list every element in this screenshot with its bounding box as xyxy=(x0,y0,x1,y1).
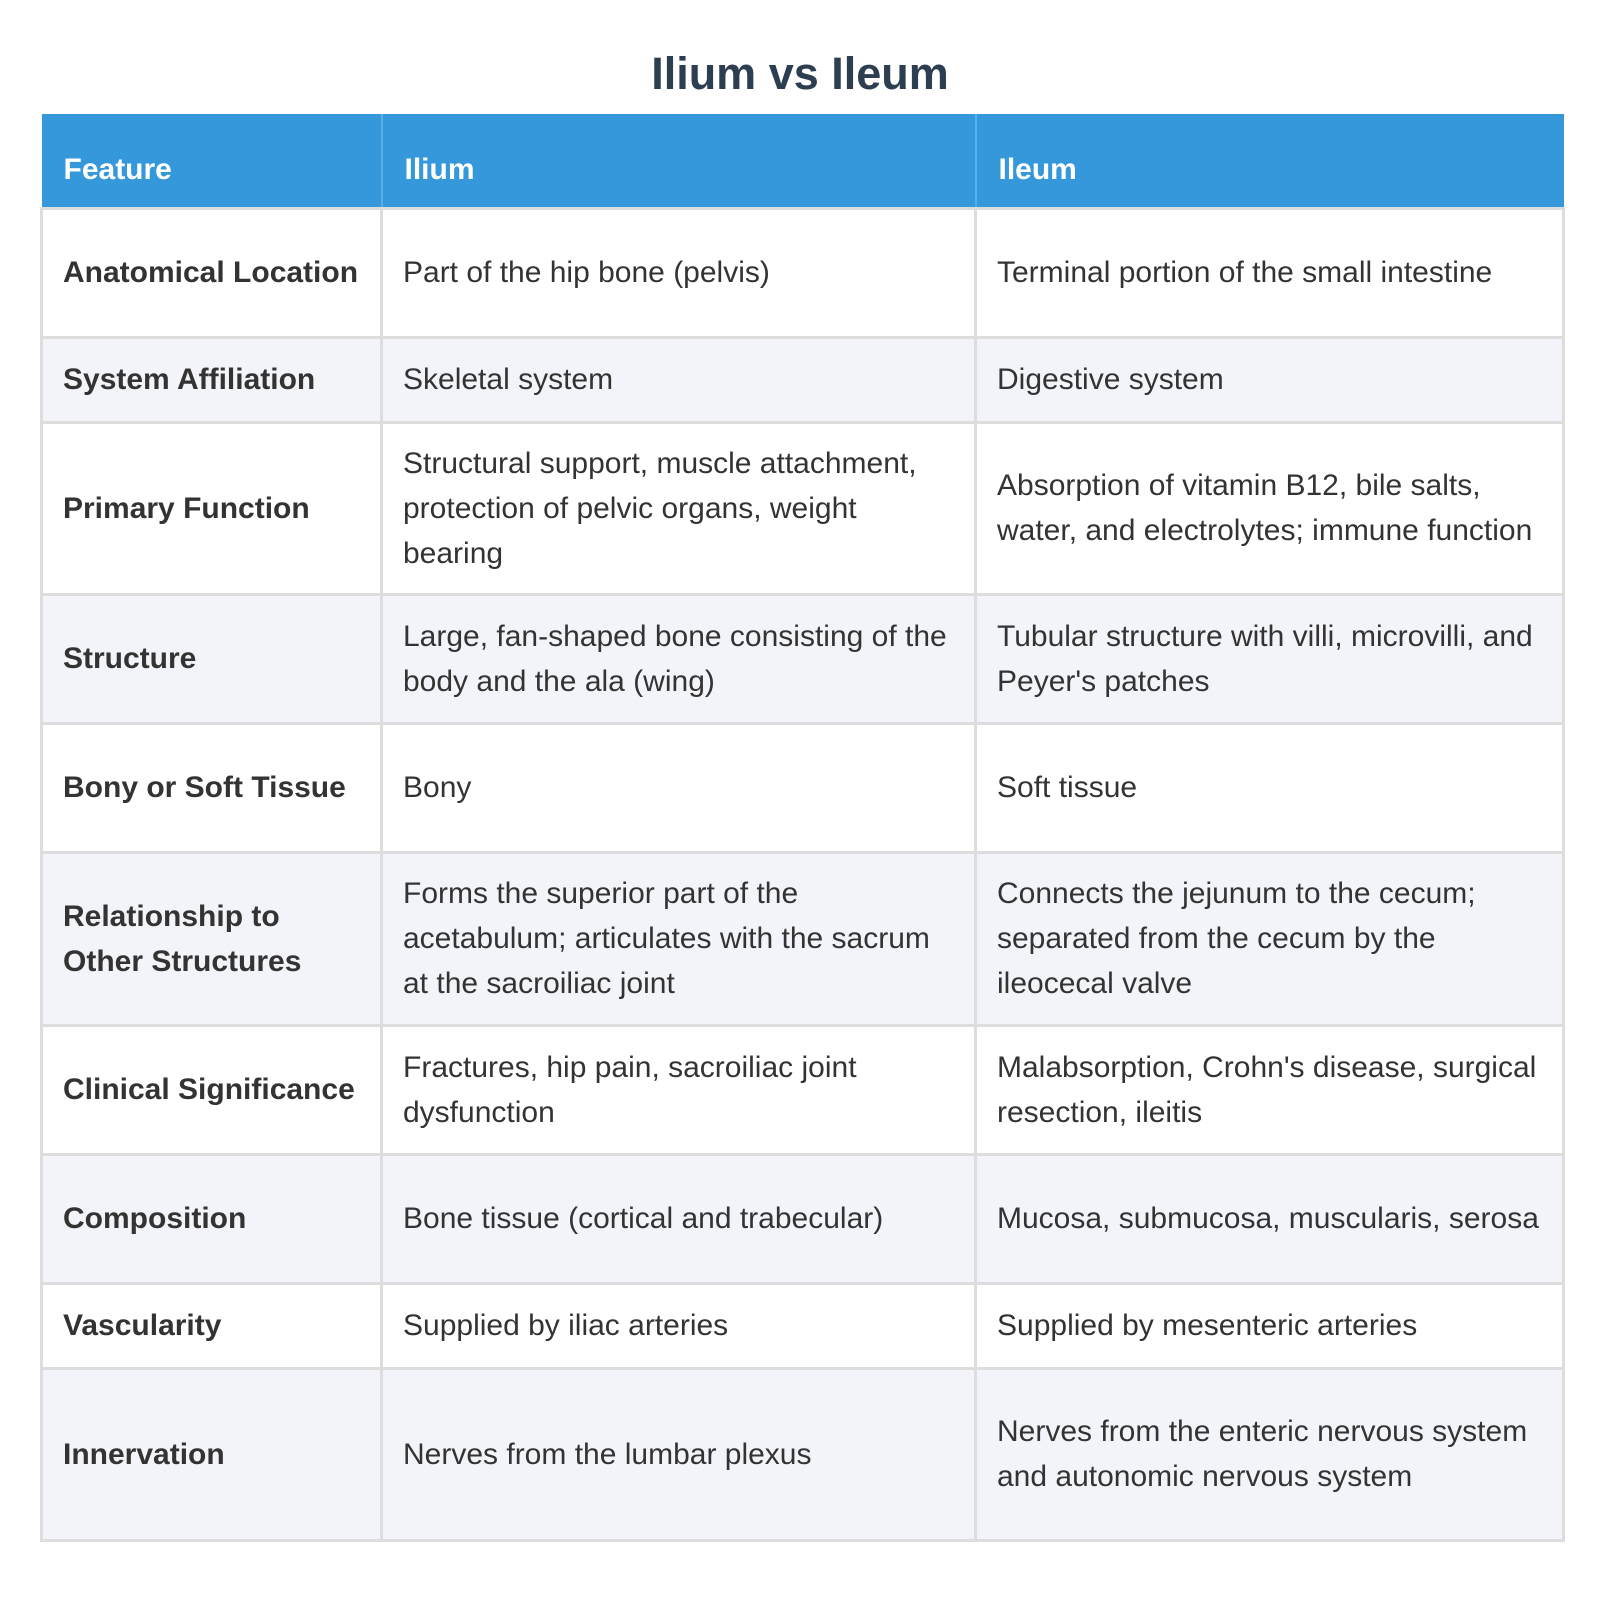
ileum-cell: Tubular structure with villi, microvilli, and Peyer's patches xyxy=(976,594,1564,723)
ilium-cell: Fractures, hip pain, sacroiliac joint dysfunction xyxy=(382,1025,976,1154)
table-header-row xyxy=(42,114,1564,208)
ileum-cell: Terminal portion of the small intestine xyxy=(976,208,1564,337)
table-row xyxy=(42,852,1564,1025)
feature-cell: Innervation xyxy=(42,1368,382,1540)
table-row xyxy=(42,1368,1564,1540)
ileum-cell: Mucosa, submucosa, muscularis, serosa xyxy=(976,1154,1564,1283)
table-row xyxy=(42,594,1564,723)
ileum-cell: Soft tissue xyxy=(976,723,1564,852)
feature-cell: Composition xyxy=(42,1154,382,1283)
table-row xyxy=(42,337,1564,422)
ilium-cell: Skeletal system xyxy=(382,337,976,422)
table-row xyxy=(42,422,1564,594)
ilium-cell: Large, fan-shaped bone consisting of the body and the ala (wing) xyxy=(382,594,976,723)
ilium-cell: Bone tissue (cortical and trabecular) xyxy=(382,1154,976,1283)
ilium-cell: Structural support, muscle attachment, protection of pelvic organs, weight bearing xyxy=(382,422,976,594)
table-row xyxy=(42,1154,1564,1283)
ilium-cell: Bony xyxy=(382,723,976,852)
ileum-cell: Supplied by mesenteric arteries xyxy=(976,1283,1564,1368)
table-row xyxy=(42,1283,1564,1368)
ileum-cell: Nerves from the enteric nervous system and autonomic nervous system xyxy=(976,1368,1564,1540)
ileum-cell: Connects the jejunum to the cecum; separated from the cecum by the ileocecal valve xyxy=(976,852,1564,1025)
table-row xyxy=(42,208,1564,337)
feature-cell: Structure xyxy=(42,594,382,723)
ilium-cell: Supplied by iliac arteries xyxy=(382,1283,976,1368)
table-row xyxy=(42,723,1564,852)
comparison-table xyxy=(40,114,1565,1542)
ilium-cell: Nerves from the lumbar plexus xyxy=(382,1368,976,1540)
ilium-cell: Part of the hip bone (pelvis) xyxy=(382,208,976,337)
ileum-cell: Digestive system xyxy=(976,337,1564,422)
header-feature: Feature xyxy=(42,114,382,208)
ileum-cell: Absorption of vitamin B12, bile salts, water, and electrolytes; immune function xyxy=(976,422,1564,594)
feature-cell: Vascularity xyxy=(42,1283,382,1368)
feature-cell: System Affiliation xyxy=(42,337,382,422)
feature-cell: Bony or Soft Tissue xyxy=(42,723,382,852)
feature-cell: Primary Function xyxy=(42,422,382,594)
feature-cell: Clinical Significance xyxy=(42,1025,382,1154)
ilium-cell: Forms the superior part of the acetabulum; articulates with the sacrum at the sacroiliac joint xyxy=(382,852,976,1025)
table-row xyxy=(42,1025,1564,1154)
ileum-cell: Malabsorption, Crohn's disease, surgical resection, ileitis xyxy=(976,1025,1564,1154)
feature-cell: Relationship to Other Structures xyxy=(42,852,382,1025)
feature-cell: Anatomical Location xyxy=(42,208,382,337)
page-title: Ilium vs Ileum xyxy=(651,48,949,99)
header-ileum: Ileum xyxy=(976,114,1564,208)
header-ilium: Ilium xyxy=(382,114,976,208)
